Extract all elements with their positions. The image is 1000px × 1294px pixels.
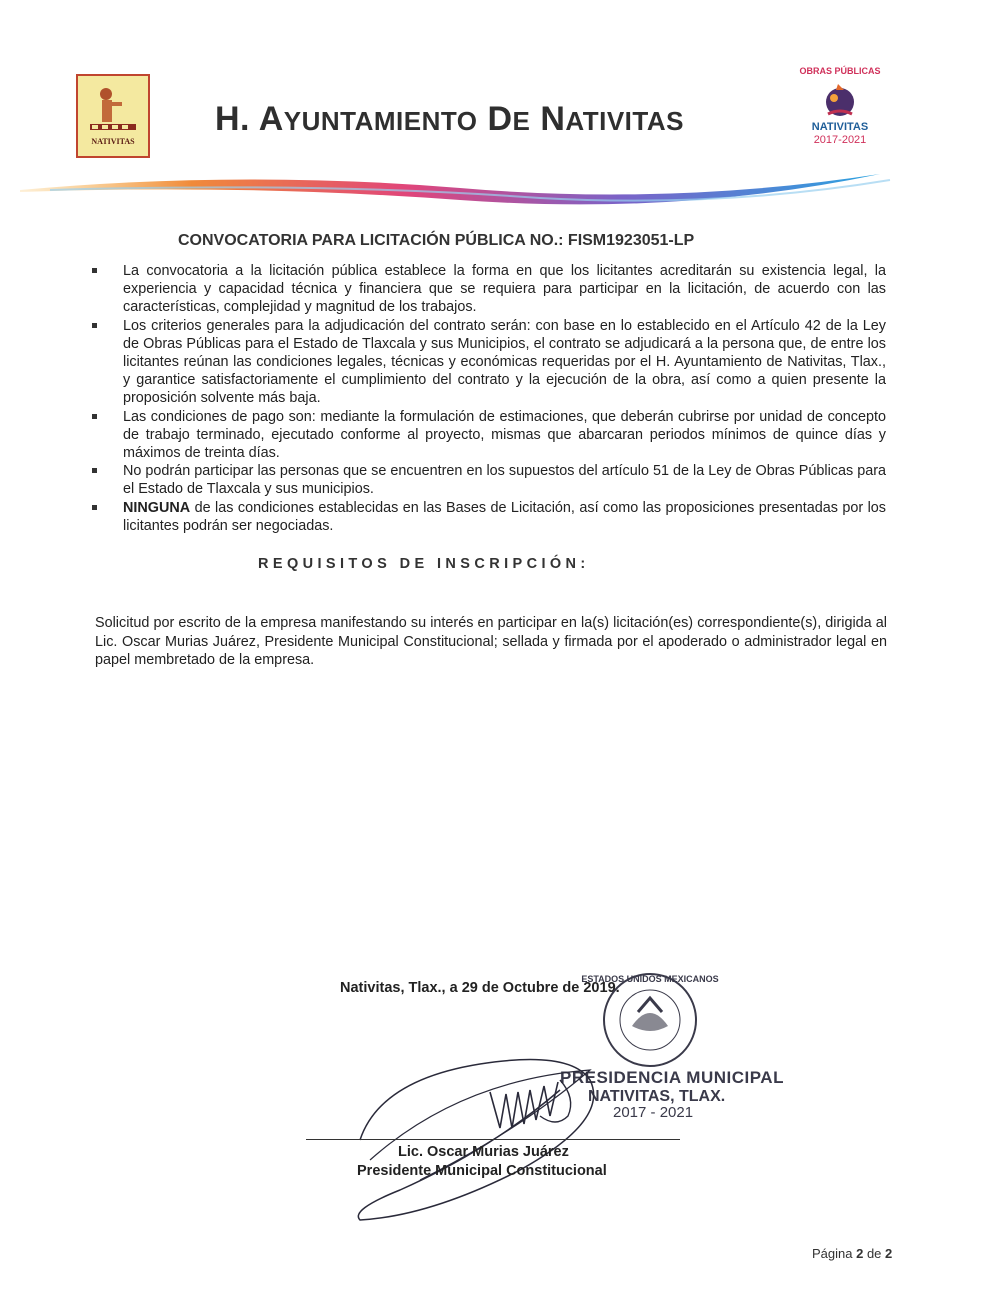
seal-ring-text: ESTADOS UNIDOS MEXICANOS: [581, 974, 719, 984]
list-item: Las condiciones de pago son: mediante la formulación de estimaciones, que deberán cubrirse por unidad de concepto de trabajo terminado, ejecutado conforme al proyecto, mismas que abarcaran periodos mínimos de quince días y máximos de treinta días.: [92, 408, 886, 463]
list-item: No podrán participar las personas que se encuentren en los supuestos del artículo 51 de la Ley de Obras Públicas para el Estado de Tlaxcala y sus municipios.: [92, 462, 886, 498]
signer-name: Lic. Oscar Murias Juárez: [398, 1144, 569, 1160]
logo-right-top-text: OBRAS PÚBLICAS: [799, 66, 881, 76]
place-date: Nativitas, Tlax., a 29 de Octubre de 2019.: [340, 980, 620, 996]
mascot-icon: [820, 78, 860, 120]
bullet-icon: [92, 468, 97, 473]
municipal-crest-logo: [76, 74, 150, 158]
signature-line: [306, 1139, 680, 1140]
stamp-line-1: PRESIDENCIA MUNICIPAL: [560, 1068, 784, 1087]
bullet-icon: [92, 268, 97, 273]
decorative-swoosh: [20, 160, 900, 220]
requirements-body: Solicitud por escrito de la empresa manifestando su interés en participar en la(s) licitación(es) correspondiente(s), dirigida al Lic. Oscar Murias Juárez, Presidente Municipal Constitucional; sellada y firmada por el apoderado o administrador legal en papel membretado de la empresa.: [95, 615, 887, 668]
list-item: Los criterios generales para la adjudicación del contrato serán: con base en lo establecido en el Artículo 42 de la Ley de Obras Públicas para el Estado de Tlaxcala y sus Municipios, el contrato se adjudicará a la persona que, de entre los licitantes reúnan las condiciones legales, técnicas y económicas requeridas por el H. Ayuntamiento de Nativitas, Tlax., y garantice satisfactoriamente el cumplimiento del contrato y la ejecución de la obra, así como a quien presente la proposición solvente más baja.: [92, 317, 886, 408]
obras-publicas-logo: [790, 66, 890, 152]
crest-label: NATIVITAS: [91, 137, 135, 146]
list-item: NINGUNA de las condiciones establecidas en las Bases de Licitación, así como las proposiciones presentadas por los licitantes podrán ser negociadas.: [92, 499, 886, 535]
conditions-list: [92, 262, 886, 535]
page-title: H. AYUNTAMIENTO DE NATIVITAS: [215, 100, 684, 138]
handwritten-signature: [340, 1020, 620, 1235]
stamp-line-3: 2017 - 2021: [613, 1104, 694, 1121]
document-title: CONVOCATORIA PARA LICITACIÓN PÚBLICA NO.: FISM1923051-LP: [178, 232, 695, 249]
bullet-icon: [92, 505, 97, 510]
page-number: Página 2 de 2: [812, 1246, 893, 1261]
bullet-icon: [92, 414, 97, 419]
signer-role: Presidente Municipal Constitucional: [357, 1163, 607, 1179]
requirements-heading: REQUISITOS DE INSCRIPCIÓN:: [258, 556, 590, 572]
stamp-line-2: NATIVITAS, TLAX.: [588, 1088, 726, 1105]
logo-right-name: NATIVITAS: [811, 121, 869, 133]
list-item: La convocatoria a la licitación pública establece la forma en que los licitantes acreditarán su existencia legal, la experiencia y capacidad técnica y financiera que se requiera para participar en la licitación, de acuerdo con las características, complejidad y magnitud de los trabajos.: [92, 262, 886, 317]
logo-right-period: 2017-2021: [813, 134, 867, 146]
bullet-icon: [92, 323, 97, 328]
